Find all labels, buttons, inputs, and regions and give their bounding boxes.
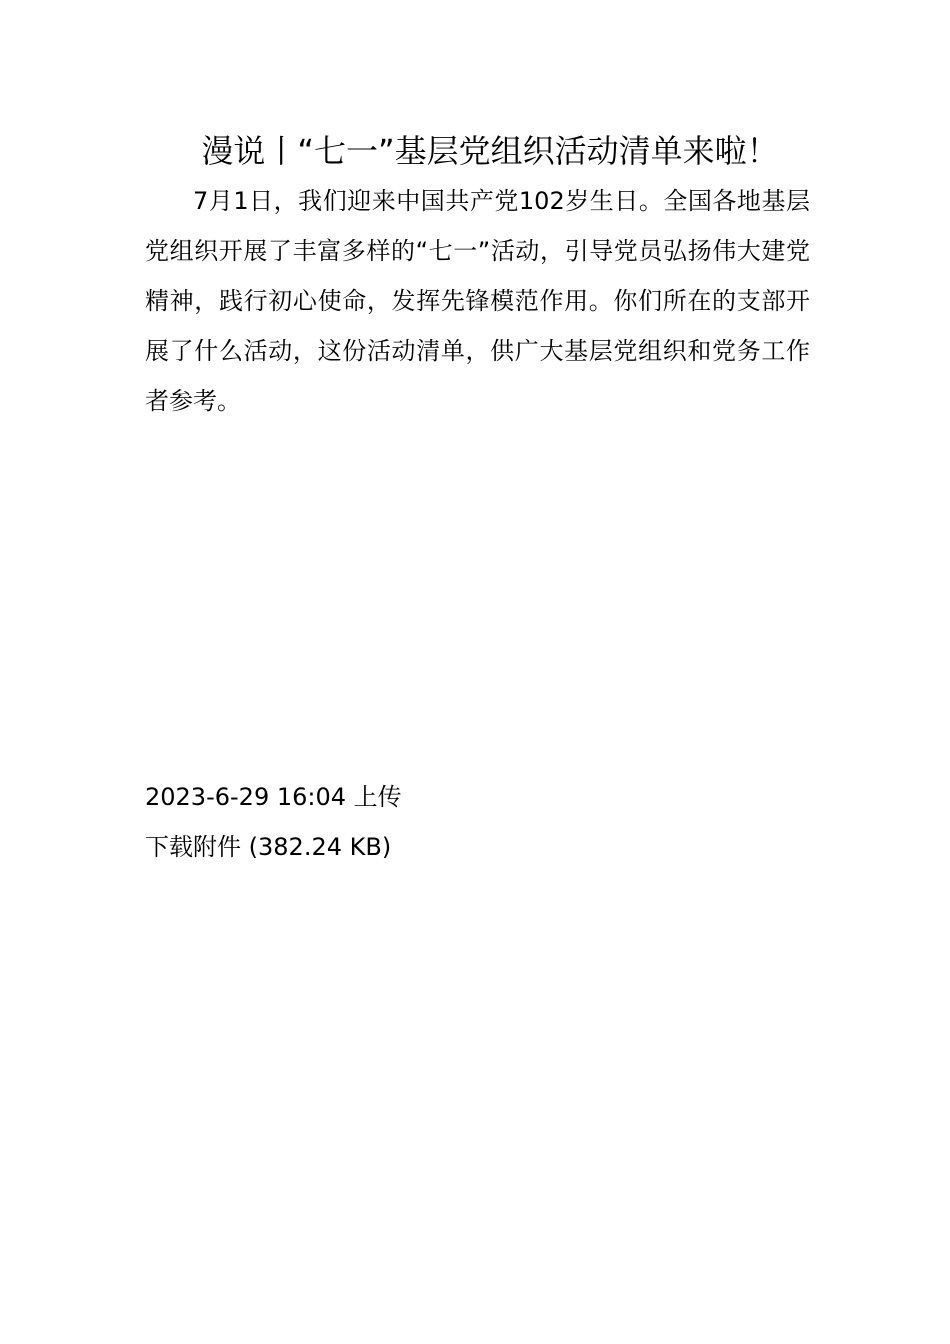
article-body: 7月1日，我们迎来中国共产党102岁生日。全国各地基层党组织开展了丰富多样的“七一”活动，引导党员弘扬伟大建党精神，践行初心使命，发挥先锋模范作用。你们所在的支部开展了什么活动，这份活动清单，供广大基层党组织和党务工作者参考。	[145, 187, 810, 415]
upload-timestamp: 2023-6-29 16:04 上传	[145, 783, 402, 811]
attachment-size: (382.24 KB)	[248, 833, 392, 861]
download-attachment-link[interactable]: 下载附件	[145, 833, 241, 861]
attachment-row	[145, 822, 810, 872]
article-title: 漫说丨“七一”基层党组织活动清单来啦！	[201, 132, 779, 170]
